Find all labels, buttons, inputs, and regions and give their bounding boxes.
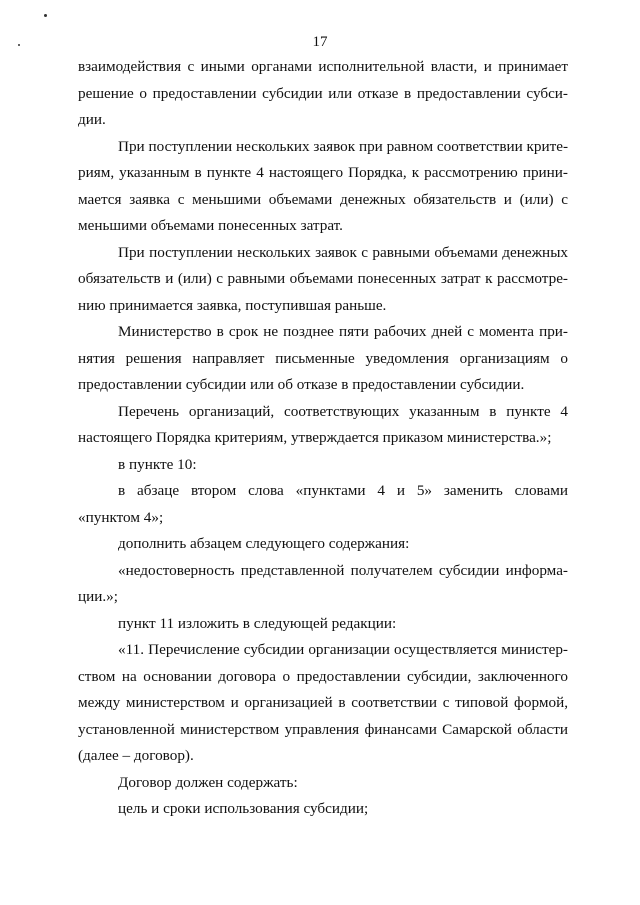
text-line: установленной министерством управления финансами Самарской области [78, 720, 568, 738]
text-line: мается заявка с меньшими объемами денежных обязательств и (или) с [78, 190, 568, 208]
paragraph-start: дополнить абзацем следующего содержания: [118, 535, 410, 552]
paragraph-start: цель и сроки использования субсидии; [118, 800, 369, 817]
document-body [78, 54, 568, 823]
text-line: между министерством и организацией в соответствии с типовой формой, [78, 694, 568, 711]
text-line: обязательств и (или) с равными объемами понесенных затрат к рассмотре- [78, 270, 568, 287]
paragraph-start: в пункте 10: [118, 455, 197, 473]
text-line: взаимодействия с иными органами исполнительной власти, и принимает [78, 58, 568, 75]
paragraph-start: в абзаце втором слова «пунктами 4 и 5» заменить словами [118, 482, 568, 499]
text-line: «пунктом 4»; [78, 508, 164, 526]
paragraph-start: Перечень организаций, соответствующих указанным в пункте 4 [118, 402, 568, 420]
text-line: меньшими объемами понесенных затрат. [78, 217, 343, 234]
text-line: риям, указанным в пункте 4 настоящего Порядка, к рассмотрению прини- [78, 164, 568, 181]
paragraph-start: Договор должен содержать: [118, 773, 298, 791]
paragraph-start: Министерство в срок не позднее пяти рабочих дней с момента при- [118, 323, 568, 340]
text-line: настоящего Порядка критериям, утверждается приказом министерства.»; [78, 429, 552, 446]
text-line: ством на основании договора о предоставлении субсидии, заключенного [78, 667, 568, 685]
text-line: (далее – договор). [78, 747, 194, 764]
scan-speck [44, 14, 47, 17]
text-line: предоставлении субсидии или об отказе в предоставлении субсидии. [78, 376, 525, 393]
text-line: нятия решения направляет письменные уведомления организациям о [78, 349, 568, 367]
paragraph-start: пункт 11 изложить в следующей редакции: [118, 614, 397, 632]
paragraph-start: «11. Перечисление субсидии организации осуществляется министер- [118, 641, 568, 658]
paragraph-start: При поступлении нескольких заявок с равными объемами денежных [118, 243, 568, 261]
text-line: нию принимается заявка, поступившая раньше. [78, 296, 387, 314]
paragraph-start: «недостоверность представленной получателем субсидии информа- [118, 561, 568, 579]
text-line: ции.»; [78, 588, 118, 605]
paragraph-start: При поступлении нескольких заявок при равном соответствии крите- [118, 137, 568, 155]
text-line: дии. [78, 111, 106, 128]
page-number: 17 [312, 34, 328, 50]
text-line: решение о предоставлении субсидии или отказе в предоставлении субси- [78, 84, 568, 102]
